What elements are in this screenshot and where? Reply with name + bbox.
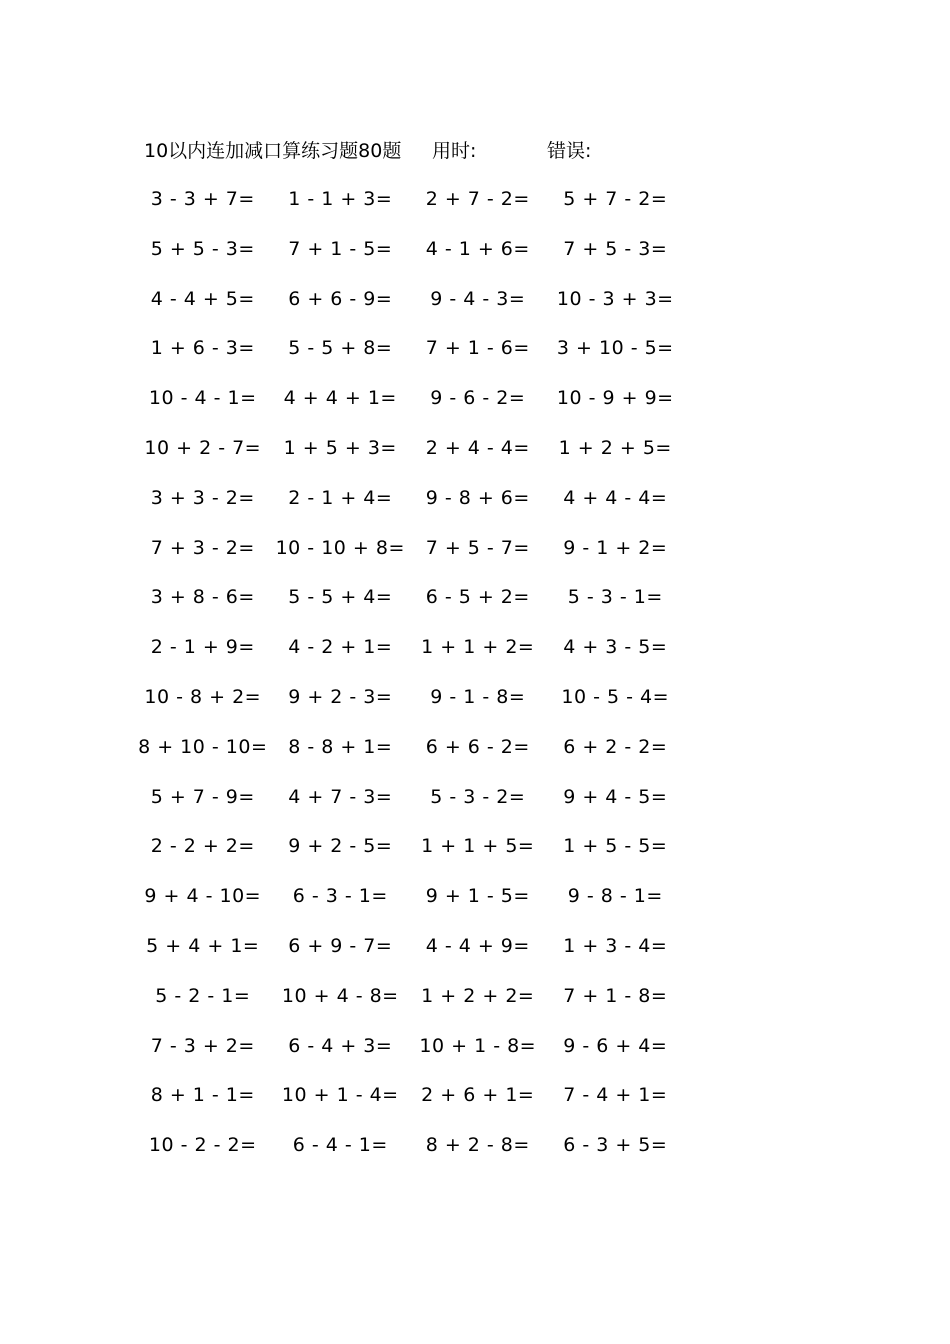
arithmetic-problem: 4 - 1 + 6= — [425, 237, 530, 260]
errors-label: 错误: — [547, 140, 592, 162]
problem-row — [134, 932, 684, 982]
arithmetic-problem: 7 + 5 - 3= — [563, 237, 668, 260]
arithmetic-problem: 4 + 4 - 4= — [563, 486, 668, 509]
arithmetic-problem: 5 - 5 + 8= — [288, 337, 393, 360]
problem-grid — [134, 185, 684, 1181]
arithmetic-problem: 9 - 6 + 4= — [563, 1034, 668, 1057]
problem-row — [134, 633, 684, 683]
arithmetic-problem: 5 + 4 + 1= — [146, 934, 260, 957]
arithmetic-problem: 2 + 7 - 2= — [425, 188, 530, 210]
arithmetic-problem: 6 - 5 + 2= — [425, 586, 530, 609]
arithmetic-problem: 1 + 1 + 5= — [421, 835, 535, 858]
arithmetic-problem: 10 - 4 - 1= — [148, 387, 257, 410]
arithmetic-problem: 1 - 1 + 3= — [288, 188, 393, 210]
problem-row — [134, 733, 684, 783]
arithmetic-problem: 7 + 1 - 8= — [563, 984, 668, 1007]
problem-row — [134, 484, 684, 534]
problem-row — [134, 1081, 684, 1131]
worksheet-header — [0, 137, 950, 165]
problem-row — [134, 583, 684, 633]
problem-row — [134, 683, 684, 733]
arithmetic-problem: 5 + 7 - 2= — [563, 188, 668, 210]
arithmetic-problem: 8 - 8 + 1= — [288, 735, 393, 758]
arithmetic-problem: 6 - 4 + 3= — [288, 1034, 393, 1057]
arithmetic-problem: 1 + 1 + 2= — [421, 636, 535, 659]
time-used-label: 用时: — [432, 140, 477, 162]
arithmetic-problem: 1 + 5 - 5= — [563, 835, 668, 858]
arithmetic-problem: 6 + 9 - 7= — [288, 934, 393, 957]
arithmetic-problem: 9 + 4 - 10= — [144, 885, 262, 908]
worksheet-title: 10以内连加减口算练习题80题 — [144, 140, 402, 162]
problem-row — [134, 384, 684, 434]
arithmetic-problem: 4 + 3 - 5= — [563, 636, 668, 659]
problem-row — [134, 1131, 684, 1181]
arithmetic-problem: 10 + 2 - 7= — [144, 436, 262, 459]
arithmetic-problem: 1 + 2 + 5= — [558, 436, 672, 459]
problem-row — [134, 882, 684, 932]
arithmetic-problem: 6 + 6 - 2= — [425, 735, 530, 758]
arithmetic-problem: 7 + 5 - 7= — [425, 536, 530, 559]
arithmetic-problem: 10 + 1 - 8= — [419, 1034, 537, 1057]
arithmetic-problem: 9 - 8 + 6= — [425, 486, 530, 509]
arithmetic-problem: 2 - 1 + 9= — [150, 636, 255, 659]
arithmetic-problem: 9 + 4 - 5= — [563, 785, 668, 808]
arithmetic-problem: 4 + 4 + 1= — [283, 387, 397, 410]
arithmetic-problem: 9 + 1 - 5= — [425, 885, 530, 908]
arithmetic-problem: 7 + 1 - 5= — [288, 237, 393, 260]
arithmetic-problem: 9 - 6 - 2= — [430, 387, 526, 410]
problem-row — [134, 235, 684, 285]
arithmetic-problem: 10 - 10 + 8= — [275, 536, 405, 559]
arithmetic-problem: 3 + 10 - 5= — [556, 337, 674, 360]
problem-row — [134, 783, 684, 833]
arithmetic-problem: 9 + 2 - 5= — [288, 835, 393, 858]
arithmetic-problem: 5 - 3 - 1= — [567, 586, 663, 609]
arithmetic-problem: 5 - 2 - 1= — [155, 984, 251, 1007]
arithmetic-problem: 7 - 4 + 1= — [563, 1084, 668, 1107]
arithmetic-problem: 6 - 4 - 1= — [292, 1134, 388, 1157]
arithmetic-problem: 8 + 1 - 1= — [150, 1084, 255, 1107]
arithmetic-problem: 5 + 5 - 3= — [150, 237, 255, 260]
arithmetic-problem: 10 - 8 + 2= — [144, 685, 262, 708]
arithmetic-problem: 10 - 9 + 9= — [556, 387, 674, 410]
arithmetic-problem: 6 + 6 - 9= — [288, 287, 393, 310]
arithmetic-problem: 1 + 3 - 4= — [563, 934, 668, 957]
arithmetic-problem: 8 + 10 - 10= — [138, 735, 268, 758]
arithmetic-problem: 10 + 1 - 4= — [281, 1084, 399, 1107]
arithmetic-problem: 4 - 4 + 9= — [425, 934, 530, 957]
arithmetic-problem: 9 - 1 + 2= — [563, 536, 668, 559]
arithmetic-problem: 7 + 1 - 6= — [425, 337, 530, 360]
arithmetic-problem: 3 - 3 + 7= — [150, 188, 255, 210]
arithmetic-problem: 1 + 2 + 2= — [421, 984, 535, 1007]
problem-row — [134, 982, 684, 1032]
arithmetic-problem: 2 - 2 + 2= — [150, 835, 255, 858]
problem-row — [134, 534, 684, 584]
arithmetic-problem: 2 + 6 + 1= — [421, 1084, 535, 1107]
problem-row — [134, 1032, 684, 1082]
arithmetic-problem: 5 - 3 - 2= — [430, 785, 526, 808]
problem-row — [134, 185, 684, 235]
arithmetic-problem: 3 + 8 - 6= — [150, 586, 255, 609]
arithmetic-problem: 6 - 3 - 1= — [292, 885, 388, 908]
arithmetic-problem: 7 + 3 - 2= — [150, 536, 255, 559]
arithmetic-problem: 9 - 8 - 1= — [567, 885, 663, 908]
arithmetic-problem: 1 + 6 - 3= — [150, 337, 255, 360]
arithmetic-problem: 7 - 3 + 2= — [150, 1034, 255, 1057]
arithmetic-problem: 10 - 3 + 3= — [556, 287, 674, 310]
arithmetic-problem: 6 + 2 - 2= — [563, 735, 668, 758]
arithmetic-problem: 5 - 5 + 4= — [288, 586, 393, 609]
problem-row — [134, 434, 684, 484]
problem-row — [134, 285, 684, 335]
arithmetic-problem: 4 + 7 - 3= — [288, 785, 393, 808]
arithmetic-problem: 8 + 2 - 8= — [425, 1134, 530, 1157]
arithmetic-problem: 9 - 1 - 8= — [430, 685, 526, 708]
arithmetic-problem: 5 + 7 - 9= — [150, 785, 255, 808]
arithmetic-problem: 2 + 4 - 4= — [425, 436, 530, 459]
arithmetic-problem: 4 - 4 + 5= — [150, 287, 255, 310]
arithmetic-problem: 10 + 4 - 8= — [281, 984, 399, 1007]
arithmetic-problem: 3 + 3 - 2= — [150, 486, 255, 509]
arithmetic-problem: 4 - 2 + 1= — [288, 636, 393, 659]
arithmetic-problem: 10 - 2 - 2= — [148, 1134, 257, 1157]
arithmetic-problem: 6 - 3 + 5= — [563, 1134, 668, 1157]
arithmetic-problem: 1 + 5 + 3= — [283, 436, 397, 459]
arithmetic-problem: 9 - 4 - 3= — [430, 287, 526, 310]
arithmetic-problem: 10 - 5 - 4= — [561, 685, 670, 708]
arithmetic-problem: 2 - 1 + 4= — [288, 486, 393, 509]
arithmetic-problem: 9 + 2 - 3= — [288, 685, 393, 708]
problem-row — [134, 334, 684, 384]
problem-row — [134, 832, 684, 882]
